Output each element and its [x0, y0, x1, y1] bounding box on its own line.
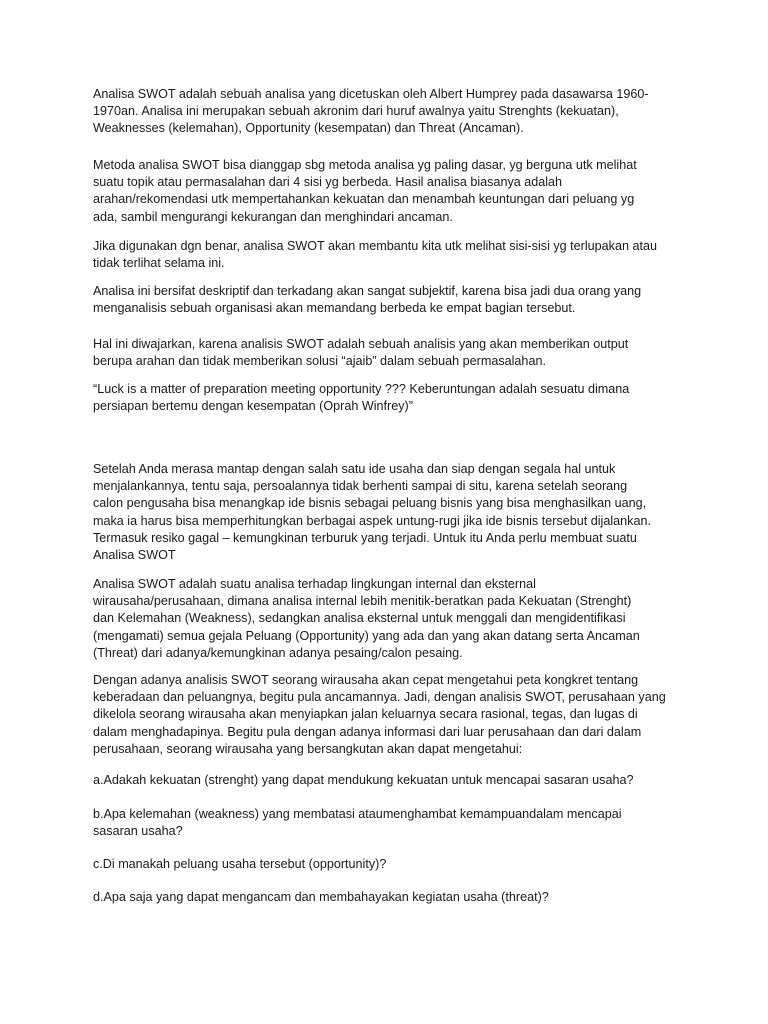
- list-item-threat: d.Apa saja yang dapat mengancam dan membahayakan kegiatan usaha (threat)?: [93, 890, 549, 904]
- paragraph-swot-benefit: Jika digunakan dgn benar, analisa SWOT akan membantu kita utk melihat sisi-sisi yg terlupakan atau tidak terlihat selama ini.: [93, 239, 657, 271]
- paragraph-swot-usage: Dengan adanya analisis SWOT seorang wirausaha akan cepat mengetahui peta kongkret tentang keberadaan dan peluangnya, begitu pula ancamannya. Jadi, dengan analisis SWOT, perusahaan yang dikelola seorang wirausaha akan menyiapkan jalan keluarnya secara rasional, tegas, dan lugas di dalam menghadapinya. Begitu pula dengan adanya informasi dari luar perusahaan dan dari dalam perusahaan, seorang wirausaha yang bersangkutan akan dapat mengetahui:: [93, 673, 666, 756]
- paragraph-business-idea: Setelah Anda merasa mantap dengan salah satu ide usaha dan siap dengan segala hal untuk menjalankannya, tentu saja, persoalannya tidak berhenti sampai di situ, karena setelah seorang calon pengusaha bisa menangkap ide bisnis sebagai peluang bisnis yang bisa menghasilkan uang, maka ia harus bisa memperhitungkan berbagai aspek untung-rugi jika ide bisnis tersebut dijalankan. Termasuk resiko gagal – kemungkinan terburuk yang terjadi. Untuk itu Anda perlu membuat suatu Analisa SWOT: [93, 462, 651, 563]
- paragraph-quote: “Luck is a matter of preparation meeting opportunity ??? Keberuntungan adalah sesuatu dimana persiapan bertemu dengan kesempatan (Oprah Winfrey)”: [93, 382, 630, 414]
- list-item-strength: a.Adakah kekuatan (strenght) yang dapat mendukung kekuatan untuk mencapai sasaran usaha?: [93, 773, 634, 787]
- paragraph-swot-internal-external: Analisa SWOT adalah suatu analisa terhadap lingkungan internal dan eksternal wirausaha/perusahaan, dimana analisa internal lebih menitik-beratkan pada Kekuatan (Strenght) dan Kelemahan (Weakness), sedangkan analisa eksternal untuk menggali dan mengidentifikasi (mengamati) semua gejala Peluang (Opportunity) yang ada dan yang akan datang serta Ancaman (Threat) dari adanya/kemungkinan adanya pesaing/calon pesaing.: [93, 577, 640, 660]
- paragraph-swot-method: Metoda analisa SWOT bisa dianggap sbg metoda analisa yg paling dasar, yg berguna utk melihat suatu topik atau permasalahan dari 4 sisi yg berbeda. Hasil analisa biasanya adalah arahan/rekomendasi utk mempertahankan kekuatan dan menambah keuntungan dari peluang yg ada, sambil mengurangi kekurangan dan menghindari ancaman.: [93, 158, 637, 224]
- list-item-weakness: b.Apa kelemahan (weakness) yang membatasi ataumenghambat kemampuandalam mencapai sasaran usaha?: [93, 807, 622, 839]
- paragraph-swot-output: Hal ini diwajarkan, karena analisis SWOT adalah sebuah analisis yang akan memberikan output berupa arahan dan tidak memberikan solusi “ajaib” dalam sebuah permasalahan.: [93, 337, 629, 369]
- list-item-opportunity: c.Di manakah peluang usaha tersebut (opportunity)?: [93, 857, 387, 871]
- paragraph-swot-definition: Analisa SWOT adalah sebuah analisa yang dicetuskan oleh Albert Humprey pada dasawarsa 1960- 1970an. Analisa ini merupakan sebuah akronim dari huruf awalnya yaitu Strenghts (kekuatan), Weaknesses (kelemahan), Opportunity (kesempatan) dan Threat (Ancaman).: [93, 87, 649, 136]
- paragraph-swot-subjective: Analisa ini bersifat deskriptif dan terkadang akan sangat subjektif, karena bisa jadi dua orang yang menganalisis sebuah organisasi akan memandang berbeda ke empat bagian tersebut.: [93, 284, 642, 316]
